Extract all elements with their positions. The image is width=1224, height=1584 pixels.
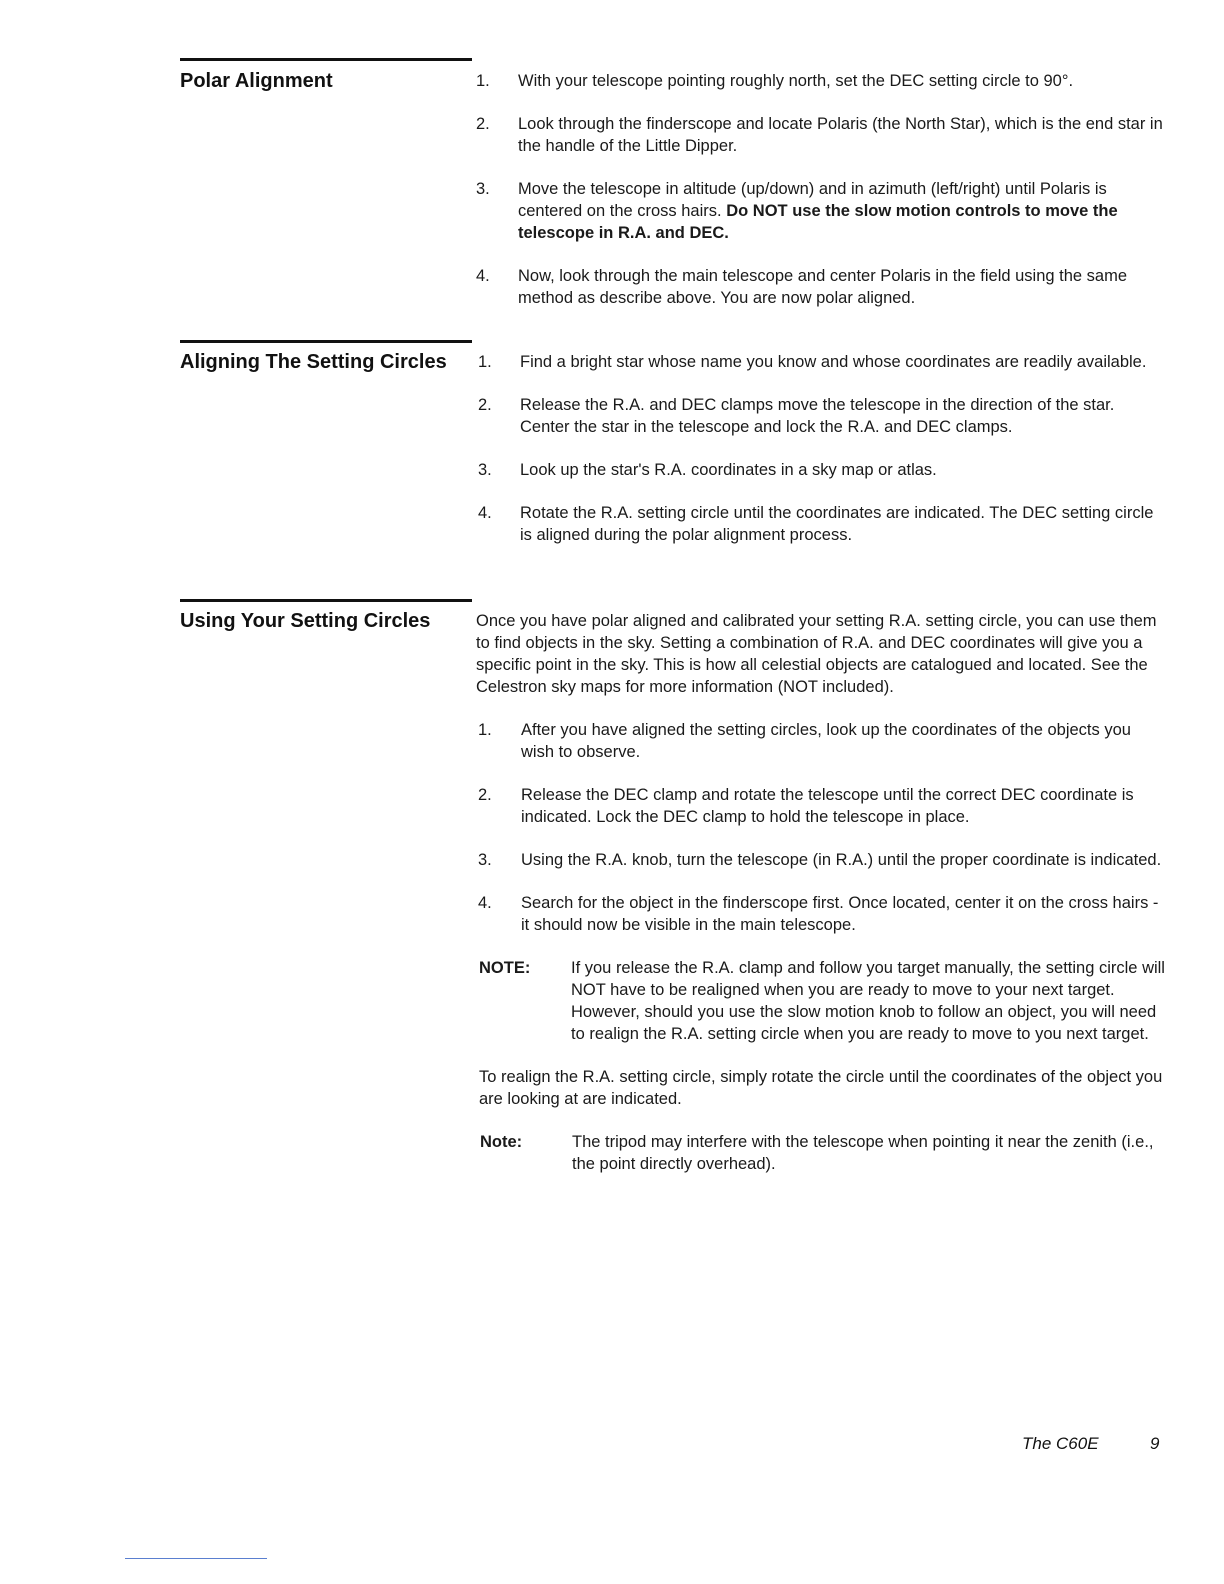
item-text: Release the R.A. and DEC clamps move the telescope in the direction of the star. Center the star in the telescope and lock the R.A. and DEC clamps. xyxy=(520,396,1115,436)
item-number: 3. xyxy=(478,461,492,479)
section-content xyxy=(476,610,1166,1196)
list-item xyxy=(478,459,1168,481)
section-heading: Polar Alignment xyxy=(180,70,333,92)
section-rule xyxy=(180,58,472,61)
item-text: Look through the finderscope and locate Polaris (the North Star), which is the end star in the handle of the Little Dipper. xyxy=(518,115,1163,155)
item-text: Search for the object in the finderscope first. Once located, center it on the cross hairs - it should now be visible in the main telescope. xyxy=(521,894,1159,934)
note-label: Note: xyxy=(480,1133,523,1151)
list-item xyxy=(476,113,1166,157)
item-number: 4. xyxy=(476,267,490,285)
item-number: 3. xyxy=(478,851,492,869)
section-rule xyxy=(180,340,472,343)
list-item xyxy=(478,892,1166,936)
bottom-line xyxy=(125,1558,267,1559)
note-block xyxy=(479,957,1166,1045)
item-warning-text: Do NOT use the slow motion controls to move the telescope in R.A. and DEC. xyxy=(518,202,1118,242)
item-number: 4. xyxy=(478,894,492,912)
item-number: 4. xyxy=(478,504,492,522)
item-text: Release the DEC clamp and rotate the telescope until the correct DEC coordinate is indicated. Lock the DEC clamp to hold the telescope in place. xyxy=(521,786,1134,826)
item-text: Move the telescope in altitude (up/down) and in azimuth (left/right) until Polaris is centered on the cross hairs. xyxy=(518,180,1107,220)
note-label: NOTE: xyxy=(479,959,531,977)
item-number: 1. xyxy=(476,72,490,90)
item-text: Find a bright star whose name you know and whose coordinates are readily available. xyxy=(520,353,1147,371)
list-item xyxy=(476,70,1166,92)
list-item xyxy=(478,502,1168,546)
section-heading: Using Your Setting Circles xyxy=(180,610,431,632)
realign-paragraph: To realign the R.A. setting circle, simply rotate the circle until the coordinates of the object you are looking at are indicated. xyxy=(479,1068,1163,1108)
item-text: Look up the star's R.A. coordinates in a sky map or atlas. xyxy=(520,461,937,479)
item-text: After you have aligned the setting circles, look up the coordinates of the objects you wish to observe. xyxy=(521,721,1131,761)
note-block xyxy=(480,1131,1166,1175)
list-item xyxy=(478,849,1166,871)
item-number: 2. xyxy=(478,396,492,414)
note-text: The tripod may interfere with the telescope when pointing it near the zenith (i.e., the point directly overhead). xyxy=(572,1133,1154,1173)
list-item xyxy=(478,784,1166,828)
item-number: 2. xyxy=(478,786,492,804)
item-number: 2. xyxy=(476,115,490,133)
intro-paragraph: Once you have polar aligned and calibrated your setting R.A. setting circle, you can use them to find objects in the sky. Setting a combination of R.A. and DEC coordinates will give you a specific point in the sky. This is how all celestial objects are catalogued and located. See the Celestron sky maps for more information (NOT included). xyxy=(476,612,1157,696)
item-number: 1. xyxy=(478,353,492,371)
item-text: With your telescope pointing roughly north, set the DEC setting circle to 90°. xyxy=(518,72,1074,90)
list-item xyxy=(476,265,1166,309)
section-content xyxy=(476,70,1166,330)
list-item xyxy=(478,394,1168,438)
item-number: 3. xyxy=(476,180,490,198)
item-number: 1. xyxy=(478,721,492,739)
page-number: 9 xyxy=(1150,1434,1160,1453)
section-rule xyxy=(180,599,472,602)
note-text: If you release the R.A. clamp and follow you target manually, the setting circle will NOT have to be realigned when you are ready to move to your next target. However, should you use the slow motion knob to follow an object, you will need to realign the R.A. setting circle when you are ready to move to you next target. xyxy=(571,959,1165,1043)
section-content xyxy=(478,351,1168,567)
item-text: Now, look through the main telescope and center Polaris in the field using the same method as describe above. You are now polar aligned. xyxy=(518,267,1128,307)
list-item xyxy=(478,351,1168,373)
list-item xyxy=(478,719,1166,763)
item-text: Rotate the R.A. setting circle until the coordinates are indicated. The DEC setting circle is aligned during the polar alignment process. xyxy=(520,504,1154,544)
section-heading: Aligning The Setting Circles xyxy=(180,351,447,373)
list-item xyxy=(476,178,1166,244)
footer-title: The C60E xyxy=(1022,1434,1099,1453)
item-text: Using the R.A. knob, turn the telescope (in R.A.) until the proper coordinate is indicated. xyxy=(521,851,1162,869)
